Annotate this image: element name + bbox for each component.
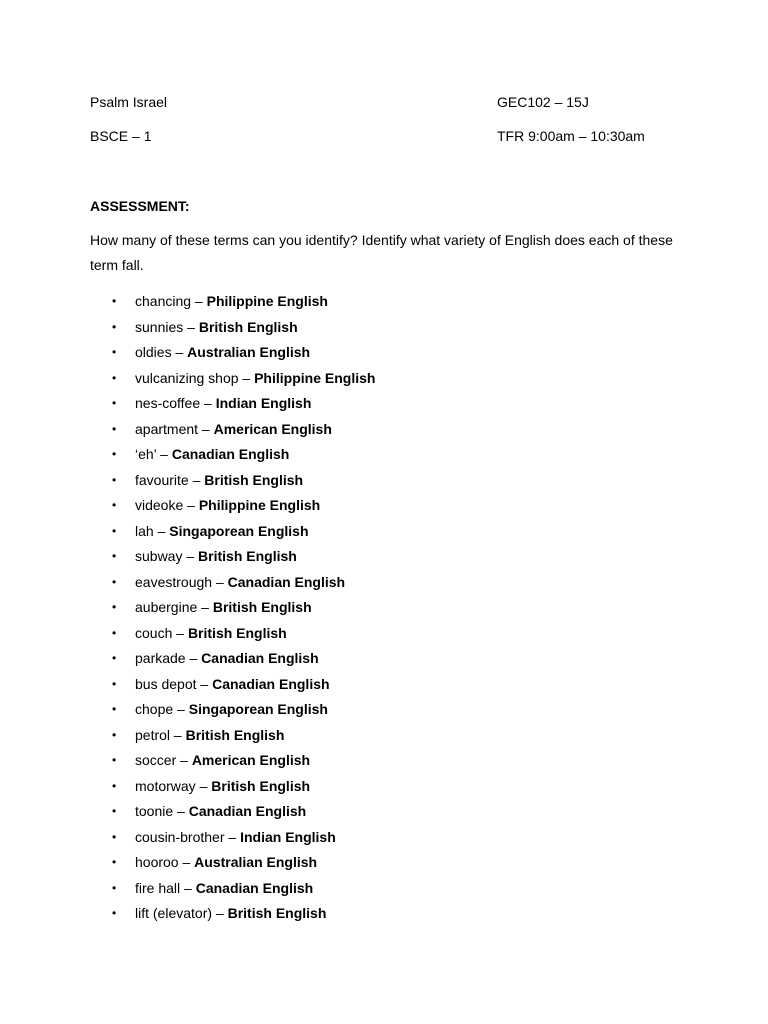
term-separator: – [238,369,255,386]
term-word: apartment [135,420,199,437]
term-separator: – [182,548,199,564]
term-word: ‘eh’ [135,446,157,462]
term-entry [135,850,317,876]
term-word: chope [135,701,174,717]
term-entry [135,901,326,927]
term-separator: – [173,803,189,819]
term-entry [135,774,310,800]
bullet-icon: • [112,651,117,665]
bullet-icon: • [112,319,117,334]
term-separator: – [183,497,199,513]
term-separator: – [183,318,199,335]
english-variety: Canadian English [171,446,290,462]
bullet-icon: • [112,829,117,844]
term-entry [135,697,328,723]
english-variety: British English [204,471,304,488]
english-variety: British English [211,777,311,794]
class-schedule: TFR 9:00am – 10:30am [497,128,645,144]
bullet-icon: • [112,498,117,512]
english-variety: British English [198,318,298,335]
term-separator: – [200,395,216,411]
bullet-icon: • [112,447,117,461]
term-entry [135,570,345,596]
term-word: nes-coffee [135,395,201,411]
term-word: petrol [135,726,171,743]
term-separator: – [153,522,170,539]
term-entry [135,876,313,902]
bullet-icon: • [112,396,117,410]
english-variety: British English [227,905,327,921]
bullet-icon: • [112,855,117,869]
term-word: toonie [135,803,174,819]
english-variety: Singaporean English [169,522,309,539]
term-entry [135,468,303,494]
term-entry [135,442,289,468]
term-entry [135,646,319,672]
term-word: motorway [135,777,196,794]
term-word: cousin-brother [135,828,225,845]
english-variety: Philippine English [206,293,328,309]
english-variety: Indian English [240,828,336,845]
term-entry [135,315,298,341]
bullet-icon: • [112,370,117,385]
term-separator: – [212,573,228,590]
term-entry [135,544,297,570]
english-variety: Philippine English [198,497,321,513]
term-word: chancing [135,293,192,309]
term-entry [135,621,287,647]
bullet-icon: • [112,294,117,308]
term-word: fire hall [135,879,181,896]
english-variety: Canadian English [227,573,346,590]
english-variety: American English [213,420,332,437]
term-word: hooroo [135,854,179,870]
term-separator: – [176,752,192,768]
term-separator: – [170,726,186,743]
term-word: lah [135,522,154,539]
term-separator: – [224,828,241,845]
assessment-heading: ASSESSMENT: [90,198,190,214]
bullet-icon: • [112,421,117,436]
english-variety: Canadian English [188,803,307,819]
term-word: soccer [135,752,177,768]
english-variety: Philippine English [254,369,376,386]
term-separator: – [191,293,207,309]
term-separator: – [188,471,205,488]
term-separator: – [198,420,214,437]
english-variety: Indian English [215,395,312,411]
bullet-icon: • [112,727,117,742]
term-entry [135,417,332,443]
term-word: lift (elevator) [135,905,213,921]
term-entry [135,672,330,698]
bullet-icon: • [112,880,117,895]
bullet-icon: • [112,778,117,793]
term-word: parkade [135,650,186,666]
english-variety: Australian English [194,854,318,870]
term-separator: – [195,777,212,794]
bullet-icon: • [112,676,117,691]
term-entry [135,748,310,774]
bullet-icon: • [112,753,117,767]
term-separator: – [156,446,172,462]
subject-code: GEC102 – 15J [497,94,589,110]
term-word: videoke [135,497,184,513]
student-name: Psalm Israel [90,94,168,110]
bullet-icon: • [112,625,117,640]
term-separator: – [173,701,189,717]
term-entry [135,340,310,366]
term-separator: – [197,599,213,615]
term-separator: – [212,905,228,921]
term-entry [135,799,306,825]
term-word: oldies [135,344,172,360]
term-word: vulcanizing shop [135,369,239,386]
english-variety: British English [198,548,297,564]
bullet-icon: • [112,345,117,359]
term-entry [135,825,336,851]
term-entry [135,391,311,417]
term-word: sunnies [135,318,184,335]
english-variety: American English [191,752,311,768]
term-separator: – [196,675,213,692]
english-variety: Australian English [187,344,311,360]
term-entry [135,289,328,315]
term-word: bus depot [135,675,197,692]
bullet-icon: • [112,574,117,589]
assessment-instructions: How many of these terms can you identify? Identify what variety of English does each of these term fall. [90,232,673,273]
bullet-icon: • [112,804,117,818]
english-variety: Canadian English [195,879,314,896]
term-word: favourite [135,471,189,488]
term-entry [135,723,284,749]
term-word: aubergine [135,599,198,615]
bullet-icon: • [112,472,117,487]
term-word: subway [135,548,183,564]
term-separator: – [171,344,188,360]
term-entry [135,493,320,519]
term-separator: – [180,879,196,896]
term-entry [135,366,375,392]
bullet-icon: • [112,600,117,614]
english-variety: Singaporean English [188,701,328,717]
bullet-icon: • [112,523,117,538]
bullet-icon: • [112,906,117,920]
english-variety: British English [212,599,312,615]
term-entry [135,595,312,621]
bullet-icon: • [112,549,117,563]
english-variety: British English [185,726,285,743]
english-variety: British English [187,624,287,641]
english-variety: Canadian English [212,675,330,692]
term-separator: – [172,624,188,641]
term-separator: – [185,650,202,666]
english-variety: Canadian English [201,650,319,666]
bullet-icon: • [112,702,117,716]
term-word: couch [135,624,173,641]
term-entry [135,519,309,545]
term-separator: – [178,854,195,870]
course-section: BSCE – 1 [90,128,152,144]
term-word: eavestrough [135,573,213,590]
